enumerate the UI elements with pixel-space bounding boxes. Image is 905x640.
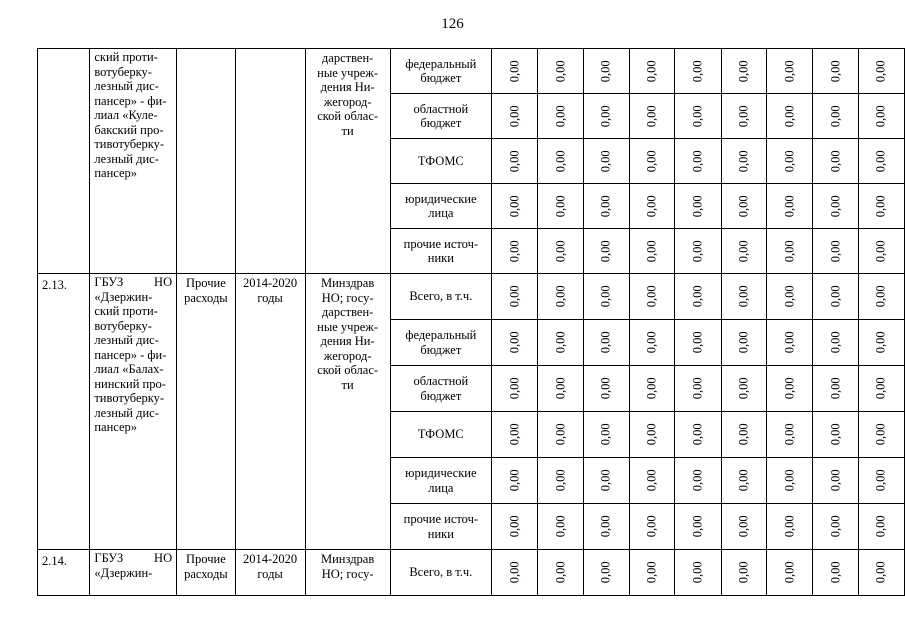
funding-source: федеральный бюджет	[390, 49, 491, 94]
amount-value: 0,00	[507, 377, 522, 400]
executor	[305, 274, 390, 550]
funding-source: Всего, в т.ч.	[390, 550, 491, 596]
amount-cell	[721, 366, 766, 412]
amount-cell	[813, 458, 858, 504]
amount-value: 0,00	[736, 515, 751, 538]
amount-value: 0,00	[874, 240, 889, 262]
amount-cell	[583, 274, 629, 320]
executor-line: дарствен-	[321, 305, 374, 319]
amount-value: 0,00	[736, 469, 751, 492]
organization-name-line: ский проти-	[94, 304, 158, 318]
amount-value: 0,00	[599, 515, 614, 538]
funding-source: прочие источ-ники	[390, 229, 491, 274]
amount-cell	[629, 458, 674, 504]
amount-value: 0,00	[828, 423, 843, 446]
amount-cell	[721, 139, 766, 184]
amount-cell	[629, 184, 674, 229]
amount-value: 0,00	[782, 469, 797, 492]
amount-cell	[721, 94, 766, 139]
amount-cell	[858, 504, 904, 550]
organization-name-line: ский проти-	[94, 50, 158, 64]
amount-cell	[583, 504, 629, 550]
executor-line: НО; госу-	[321, 566, 374, 581]
amount-cell	[766, 139, 812, 184]
amount-cell	[813, 229, 858, 274]
amount-cell	[538, 366, 583, 412]
executor-line: ти	[341, 123, 354, 138]
amount-cell	[538, 458, 583, 504]
amount-value: 0,00	[553, 561, 568, 584]
amount-value: 0,00	[874, 285, 889, 308]
amount-value: 0,00	[690, 60, 705, 82]
amount-cell	[491, 184, 537, 229]
amount-value: 0,00	[736, 60, 751, 82]
executor-line: ные учреж-	[317, 65, 379, 80]
amount-value: 0,00	[644, 240, 659, 262]
amount-value: 0,00	[644, 561, 659, 584]
amount-value: 0,00	[828, 150, 843, 172]
funding-source: областной бюджет	[390, 366, 491, 412]
executor-line: жегород-	[323, 348, 372, 363]
amount-cell	[858, 184, 904, 229]
amount-cell	[766, 229, 812, 274]
amount-value: 0,00	[828, 377, 843, 400]
amount-value: 0,00	[553, 195, 568, 217]
executor-line: жегород-	[323, 94, 372, 109]
amount-value: 0,00	[828, 331, 843, 354]
amount-value: 0,00	[507, 331, 522, 354]
amount-cell	[675, 49, 721, 94]
expense-type: Прочие расходы	[177, 274, 236, 550]
executor-line: ные учреж-	[317, 319, 379, 334]
amount-value: 0,00	[874, 150, 889, 172]
amount-cell	[766, 366, 812, 412]
amount-value: 0,00	[736, 423, 751, 446]
amount-value: 0,00	[782, 105, 797, 127]
amount-cell	[766, 274, 812, 320]
organization-name-line: ГБУЗ НО	[94, 275, 173, 289]
organization-name-line: вотуберку-	[94, 318, 152, 333]
amount-value: 0,00	[599, 285, 614, 308]
executor	[305, 550, 390, 596]
executor-line: дарствен-	[321, 51, 374, 65]
amount-cell	[813, 504, 858, 550]
amount-cell	[491, 139, 537, 184]
organization-name-line: тивотуберку-	[94, 137, 165, 151]
amount-value: 0,00	[644, 285, 659, 308]
amount-cell	[491, 49, 537, 94]
amount-cell	[858, 458, 904, 504]
amount-cell	[813, 94, 858, 139]
amount-cell	[675, 320, 721, 366]
amount-cell	[629, 412, 674, 458]
organization-name-line: пансер» - фи-	[94, 347, 167, 362]
executor-line: Минздрав	[320, 276, 375, 290]
amount-value: 0,00	[507, 195, 522, 217]
amount-value: 0,00	[507, 60, 522, 82]
amount-value: 0,00	[782, 331, 797, 354]
amount-value: 0,00	[828, 240, 843, 262]
amount-value: 0,00	[553, 60, 568, 82]
amount-cell	[858, 139, 904, 184]
amount-cell	[675, 274, 721, 320]
amount-value: 0,00	[828, 60, 843, 82]
amount-cell	[629, 49, 674, 94]
amount-cell	[813, 139, 858, 184]
amount-value: 0,00	[507, 285, 522, 308]
amount-value: 0,00	[874, 515, 889, 538]
amount-value: 0,00	[690, 469, 705, 492]
amount-cell	[858, 94, 904, 139]
amount-value: 0,00	[874, 423, 889, 446]
amount-value: 0,00	[828, 285, 843, 308]
amount-cell	[721, 412, 766, 458]
organization-name	[90, 49, 177, 274]
funding-source: областной бюджет	[390, 94, 491, 139]
period	[235, 49, 305, 274]
amount-cell	[491, 274, 537, 320]
period: 2014-2020 годы	[235, 550, 305, 596]
table-row	[38, 550, 905, 596]
amount-value: 0,00	[507, 423, 522, 446]
amount-cell	[583, 139, 629, 184]
amount-cell	[629, 139, 674, 184]
amount-value: 0,00	[782, 60, 797, 82]
amount-value: 0,00	[690, 105, 705, 127]
amount-value: 0,00	[644, 515, 659, 538]
amount-value: 0,00	[874, 331, 889, 354]
amount-value: 0,00	[874, 561, 889, 584]
amount-cell	[858, 49, 904, 94]
amount-value: 0,00	[690, 515, 705, 538]
funding-source: Всего, в т.ч.	[390, 274, 491, 320]
item-number: 2.13.	[38, 274, 90, 550]
organization-name	[90, 550, 177, 596]
amount-cell	[766, 184, 812, 229]
amount-value: 0,00	[553, 285, 568, 308]
amount-value: 0,00	[507, 105, 522, 127]
organization-name-line: тивотуберку-	[94, 391, 165, 405]
amount-cell	[766, 49, 812, 94]
organization-name-line: лезный дис-	[94, 79, 159, 93]
amount-cell	[538, 139, 583, 184]
amount-cell	[675, 139, 721, 184]
amount-cell	[766, 94, 812, 139]
amount-cell	[491, 550, 537, 596]
amount-cell	[629, 274, 674, 320]
organization-name-line: лиал «Куле-	[94, 108, 158, 122]
amount-value: 0,00	[553, 105, 568, 127]
amount-cell	[583, 184, 629, 229]
amount-cell	[491, 366, 537, 412]
amount-cell	[491, 412, 537, 458]
executor-line: дения Ни-	[320, 80, 375, 94]
amount-cell	[675, 458, 721, 504]
amount-cell	[583, 550, 629, 596]
amount-value: 0,00	[874, 377, 889, 400]
amount-cell	[491, 458, 537, 504]
organization-name-line: ГБУЗ НО	[94, 551, 173, 565]
amount-cell	[858, 229, 904, 274]
amount-cell	[538, 94, 583, 139]
amount-cell	[583, 320, 629, 366]
organization-name-line: «Дзержин-	[94, 289, 153, 304]
amount-value: 0,00	[644, 195, 659, 217]
amount-cell	[721, 504, 766, 550]
amount-value: 0,00	[736, 377, 751, 400]
organization-name-line: бакский про-	[94, 122, 164, 137]
amount-value: 0,00	[736, 150, 751, 172]
amount-cell	[721, 320, 766, 366]
amount-cell	[858, 274, 904, 320]
organization-name-line: пансер» - фи-	[94, 93, 167, 108]
amount-value: 0,00	[874, 105, 889, 127]
organization-name-line: лезный дис-	[94, 151, 159, 166]
amount-cell	[813, 320, 858, 366]
organization-name-line: вотуберку-	[94, 64, 152, 79]
amount-cell	[629, 229, 674, 274]
amount-cell	[583, 229, 629, 274]
amount-cell	[766, 320, 812, 366]
organization-name-line: нинский про-	[94, 376, 166, 391]
amount-cell	[721, 184, 766, 229]
funding-source: юридические лица	[390, 458, 491, 504]
amount-cell	[721, 550, 766, 596]
amount-cell	[675, 550, 721, 596]
amount-cell	[675, 184, 721, 229]
amount-value: 0,00	[507, 515, 522, 538]
amount-cell	[583, 458, 629, 504]
amount-cell	[629, 94, 674, 139]
amount-cell	[721, 49, 766, 94]
amount-cell	[538, 504, 583, 550]
executor-line: ской облас-	[317, 109, 379, 123]
amount-cell	[858, 550, 904, 596]
amount-value: 0,00	[644, 423, 659, 446]
amount-value: 0,00	[644, 150, 659, 172]
amount-value: 0,00	[782, 515, 797, 538]
amount-value: 0,00	[828, 469, 843, 492]
amount-value: 0,00	[736, 561, 751, 584]
amount-value: 0,00	[874, 60, 889, 82]
amount-value: 0,00	[599, 331, 614, 354]
amount-cell	[858, 412, 904, 458]
amount-cell	[766, 504, 812, 550]
amount-value: 0,00	[553, 150, 568, 172]
amount-cell	[766, 412, 812, 458]
funding-source: ТФОМС	[390, 412, 491, 458]
amount-cell	[538, 49, 583, 94]
amount-value: 0,00	[553, 331, 568, 354]
amount-cell	[813, 412, 858, 458]
amount-cell	[538, 412, 583, 458]
organization-name-line: пансер»	[94, 166, 138, 180]
amount-cell	[858, 320, 904, 366]
amount-value: 0,00	[507, 469, 522, 492]
amount-cell	[583, 94, 629, 139]
amount-cell	[813, 49, 858, 94]
amount-value: 0,00	[644, 105, 659, 127]
page-number: 126	[441, 16, 464, 32]
amount-cell	[675, 94, 721, 139]
amount-cell	[675, 504, 721, 550]
amount-value: 0,00	[599, 105, 614, 127]
table-row	[38, 49, 905, 94]
financing-table	[37, 48, 905, 596]
item-number: 2.14.	[38, 550, 90, 596]
amount-value: 0,00	[644, 469, 659, 492]
amount-value: 0,00	[736, 195, 751, 217]
amount-value: 0,00	[782, 195, 797, 217]
amount-value: 0,00	[599, 469, 614, 492]
amount-cell	[538, 274, 583, 320]
organization-name-line: «Дзержин-	[94, 565, 153, 580]
funding-source: прочие источ-ники	[390, 504, 491, 550]
amount-value: 0,00	[507, 561, 522, 584]
amount-cell	[538, 320, 583, 366]
amount-cell	[675, 366, 721, 412]
funding-source: юридические лица	[390, 184, 491, 229]
amount-cell	[629, 366, 674, 412]
amount-value: 0,00	[690, 240, 705, 262]
table-row	[38, 274, 905, 320]
amount-cell	[629, 504, 674, 550]
amount-cell	[491, 320, 537, 366]
amount-cell	[491, 229, 537, 274]
amount-cell	[766, 550, 812, 596]
organization-name-line: пансер»	[94, 420, 138, 434]
executor-line: Минздрав	[320, 552, 375, 566]
amount-cell	[721, 274, 766, 320]
amount-cell	[721, 229, 766, 274]
amount-cell	[629, 320, 674, 366]
amount-value: 0,00	[553, 515, 568, 538]
amount-value: 0,00	[690, 423, 705, 446]
amount-value: 0,00	[782, 150, 797, 172]
amount-cell	[491, 94, 537, 139]
executor	[305, 49, 390, 274]
amount-value: 0,00	[690, 285, 705, 308]
amount-cell	[858, 366, 904, 412]
amount-value: 0,00	[599, 60, 614, 82]
amount-value: 0,00	[828, 515, 843, 538]
amount-value: 0,00	[690, 377, 705, 400]
amount-cell	[583, 49, 629, 94]
amount-value: 0,00	[782, 285, 797, 308]
amount-value: 0,00	[599, 423, 614, 446]
amount-value: 0,00	[553, 469, 568, 492]
expense-type: Прочие расходы	[177, 550, 236, 596]
organization-name-line: лезный дис-	[94, 333, 159, 347]
amount-value: 0,00	[782, 423, 797, 446]
amount-cell	[538, 184, 583, 229]
organization-name-line: лезный дис-	[94, 405, 159, 420]
amount-value: 0,00	[690, 561, 705, 584]
amount-value: 0,00	[690, 195, 705, 217]
executor-line: НО; госу-	[321, 290, 374, 305]
amount-value: 0,00	[828, 195, 843, 217]
amount-cell	[813, 366, 858, 412]
funding-source: ТФОМС	[390, 139, 491, 184]
amount-cell	[538, 550, 583, 596]
item-number	[38, 49, 90, 274]
amount-value: 0,00	[736, 105, 751, 127]
amount-value: 0,00	[507, 150, 522, 172]
amount-cell	[491, 504, 537, 550]
amount-value: 0,00	[553, 377, 568, 400]
funding-source: федеральный бюджет	[390, 320, 491, 366]
amount-value: 0,00	[553, 240, 568, 262]
amount-value: 0,00	[599, 377, 614, 400]
amount-value: 0,00	[599, 561, 614, 584]
amount-value: 0,00	[553, 423, 568, 446]
amount-cell	[629, 550, 674, 596]
executor-line: ской облас-	[317, 363, 379, 377]
amount-cell	[583, 412, 629, 458]
amount-value: 0,00	[599, 150, 614, 172]
amount-value: 0,00	[736, 331, 751, 354]
amount-value: 0,00	[599, 240, 614, 262]
amount-value: 0,00	[690, 150, 705, 172]
amount-cell	[675, 412, 721, 458]
amount-value: 0,00	[782, 377, 797, 400]
amount-value: 0,00	[507, 240, 522, 262]
amount-cell	[675, 229, 721, 274]
organization-name-line: лиал «Балах-	[94, 362, 164, 376]
amount-value: 0,00	[782, 561, 797, 584]
organization-name	[90, 274, 177, 550]
amount-value: 0,00	[828, 561, 843, 584]
amount-cell	[583, 366, 629, 412]
amount-value: 0,00	[644, 60, 659, 82]
amount-value: 0,00	[644, 331, 659, 354]
amount-cell	[813, 184, 858, 229]
executor-line: дения Ни-	[320, 334, 375, 348]
amount-cell	[538, 229, 583, 274]
amount-value: 0,00	[644, 377, 659, 400]
amount-cell	[813, 550, 858, 596]
amount-cell	[766, 458, 812, 504]
amount-value: 0,00	[782, 240, 797, 262]
amount-cell	[813, 274, 858, 320]
amount-value: 0,00	[828, 105, 843, 127]
amount-cell	[721, 458, 766, 504]
amount-value: 0,00	[736, 240, 751, 262]
period: 2014-2020 годы	[235, 274, 305, 550]
expense-type	[177, 49, 236, 274]
amount-value: 0,00	[690, 331, 705, 354]
amount-value: 0,00	[874, 195, 889, 217]
amount-value: 0,00	[599, 195, 614, 217]
amount-value: 0,00	[736, 285, 751, 308]
executor-line: ти	[341, 377, 354, 392]
amount-value: 0,00	[874, 469, 889, 492]
